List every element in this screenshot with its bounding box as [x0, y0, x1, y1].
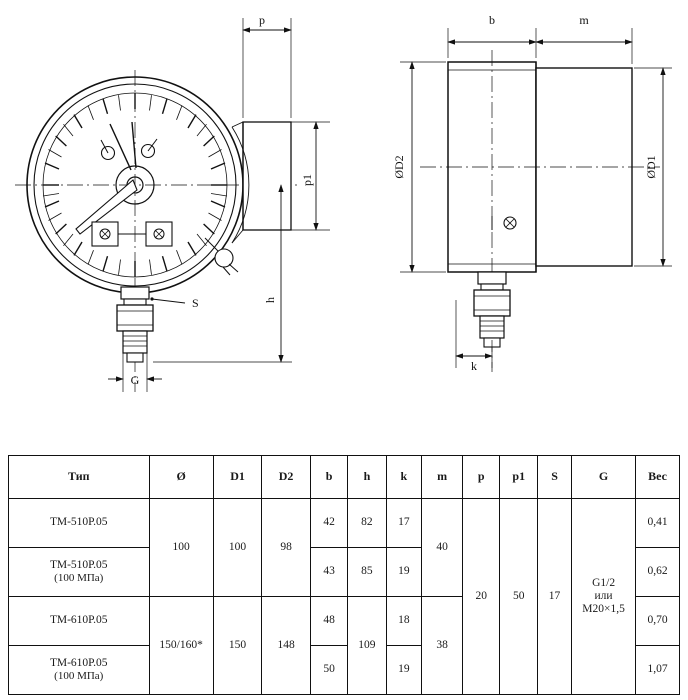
th-p1: p1: [500, 456, 538, 499]
label-S: S: [192, 296, 199, 310]
cell-b: 43: [310, 548, 347, 597]
type-name: ТМ-610Р.05: [50, 657, 108, 670]
th-k: k: [386, 456, 422, 499]
th-d: Ø: [149, 456, 213, 499]
cell-d2: 148: [262, 597, 311, 695]
cell-m: 38: [422, 597, 463, 695]
th-d1: D1: [213, 456, 262, 499]
spec-table-wrap: [8, 455, 680, 695]
cell-d2: 98: [262, 499, 311, 597]
cell-weight: 0,62: [636, 548, 680, 597]
g-line-1: G1/2: [592, 576, 616, 589]
cell-weight: 0,70: [636, 597, 680, 646]
th-b: b: [310, 456, 347, 499]
cell-k: 18: [386, 597, 422, 646]
label-m: m: [579, 13, 589, 27]
cell-d: 150/160*: [149, 597, 213, 695]
cell-type: [9, 597, 150, 646]
cell-type: [9, 548, 150, 597]
type-name: ТМ-510Р.05: [50, 559, 108, 572]
cell-h: 82: [348, 499, 386, 548]
cell-k: 19: [386, 646, 422, 695]
th-g: G: [572, 456, 636, 499]
g-line-3: М20×1,5: [582, 603, 625, 616]
label-G: G: [130, 373, 140, 387]
cell-b: 48: [310, 597, 347, 646]
cell-s: 17: [538, 499, 572, 695]
table-row: [9, 499, 680, 548]
cell-d1: 150: [213, 597, 262, 695]
label-k: k: [471, 359, 477, 373]
label-p1: p1: [300, 174, 314, 186]
type-name: ТМ-610Р.05: [50, 614, 108, 627]
th-d2: D2: [262, 456, 311, 499]
cell-b: 50: [310, 646, 347, 695]
label-D2: ØD2: [392, 155, 406, 179]
cell-k: 19: [386, 548, 422, 597]
type-subtitle: (100 МПа): [54, 572, 104, 585]
cell-m: 40: [422, 499, 463, 597]
cell-type: [9, 499, 150, 548]
cell-d1: 100: [213, 499, 262, 597]
cell-weight: 1,07: [636, 646, 680, 695]
cell-k: 17: [386, 499, 422, 548]
th-type: Тип: [9, 456, 150, 499]
type-name: ТМ-510Р.05: [50, 516, 108, 529]
cell-type: [9, 646, 150, 695]
th-h: h: [348, 456, 386, 499]
cell-d: 100: [149, 499, 213, 597]
spec-table: [8, 455, 680, 695]
label-h: h: [263, 297, 277, 303]
th-p: p: [463, 456, 500, 499]
th-weight: Вес: [636, 456, 680, 499]
cell-b: 42: [310, 499, 347, 548]
th-s: S: [538, 456, 572, 499]
label-b: b: [489, 13, 495, 27]
cell-p: 20: [463, 499, 500, 695]
cell-h: 109: [348, 597, 386, 695]
g-line-2: или: [594, 589, 613, 602]
cell-p1: 50: [500, 499, 538, 695]
label-p: p: [259, 13, 265, 27]
type-subtitle: (100 МПа): [54, 670, 104, 683]
cell-g: [572, 499, 636, 695]
cell-weight: 0,41: [636, 499, 680, 548]
table-header-row: [9, 456, 680, 499]
th-m: m: [422, 456, 463, 499]
cell-h: 85: [348, 548, 386, 597]
label-D1: ØD1: [644, 155, 658, 179]
